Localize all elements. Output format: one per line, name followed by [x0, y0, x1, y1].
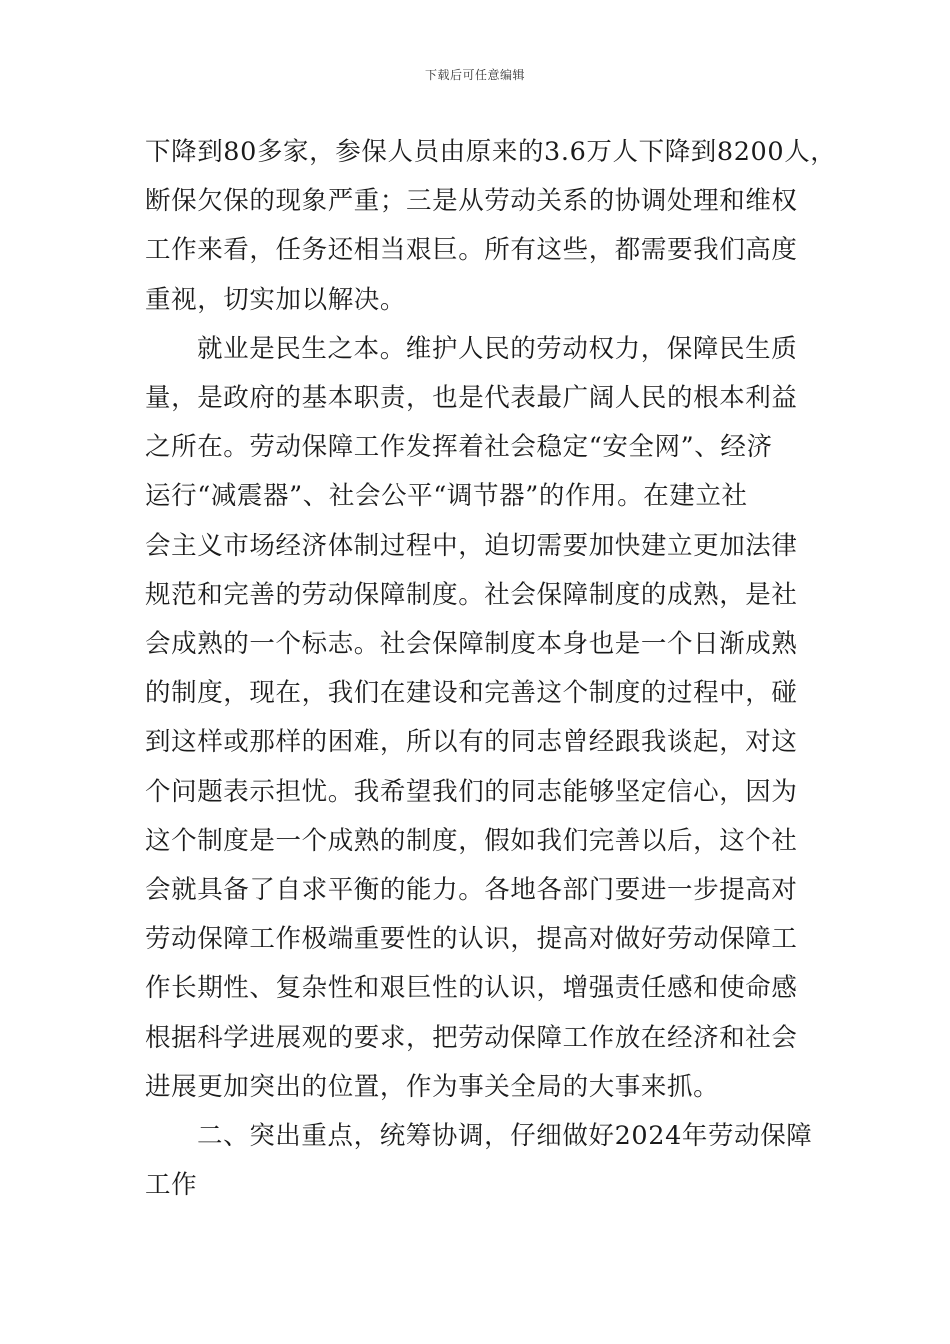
text-line: 规范和完善的劳动保障制度。社会保障制度的成熟，是社	[145, 579, 798, 610]
text-line: 断保欠保的现象严重；三是从劳动关系的协调处理和维权	[145, 186, 798, 217]
page-header-note: 下载后可任意编辑	[424, 68, 525, 82]
text-line: 运行“减震器”、社会公平“调节器”的作用。在建立社	[145, 481, 748, 512]
text-line: 这个制度是一个成熟的制度，假如我们完善以后，这个社	[145, 825, 798, 856]
document-body	[145, 128, 837, 1210]
text-line: 会主义市场经济体制过程中，迫切需要加快建立更加法律	[145, 530, 798, 561]
text-line: 劳动保障工作极端重要性的认识，提高对做好劳动保障工	[145, 924, 798, 955]
text-line: 作长期性、复杂性和艰巨性的认识，增强责任感和使命感	[145, 973, 798, 1004]
text-line: 之所在。劳动保障工作发挥着社会稳定“安全网”、经济	[145, 432, 773, 463]
text-line: 个问题表示担忧。我希望我们的同志能够坚定信心，因为	[145, 776, 798, 807]
text-line: 到这样或那样的困难，所以有的同志曾经跟我谈起，对这	[145, 727, 798, 758]
section-heading-line: 工作	[145, 1170, 198, 1201]
text-line: 进展更加突出的位置，作为事关全局的大事来抓。	[145, 1071, 720, 1102]
text-line: 量，是政府的基本职责，也是代表最广阔人民的根本利益	[145, 383, 798, 414]
text-line: 会就具备了自求平衡的能力。各地各部门要进一步提高对	[145, 875, 798, 906]
text-line: 下降到80多家，参保人员由原来的3.6万人下降到8200人，	[145, 137, 837, 167]
section-heading-line: 二、突出重点，统筹协调，仔细做好2024年劳动保障	[197, 1121, 813, 1152]
text-line: 工作来看，任务还相当艰巨。所有这些，都需要我们高度	[145, 235, 798, 266]
text-line: 重视，切实加以解决。	[145, 284, 407, 315]
text-line: 的制度，现在，我们在建设和完善这个制度的过程中，碰	[145, 678, 798, 709]
text-line: 根据科学进展观的要求，把劳动保障工作放在经济和社会	[145, 1022, 798, 1053]
text-line: 会成熟的一个标志。社会保障制度本身也是一个日渐成熟	[145, 629, 798, 660]
paragraph-first-line: 就业是民生之本。维护人民的劳动权力，保障民生质	[197, 333, 798, 364]
